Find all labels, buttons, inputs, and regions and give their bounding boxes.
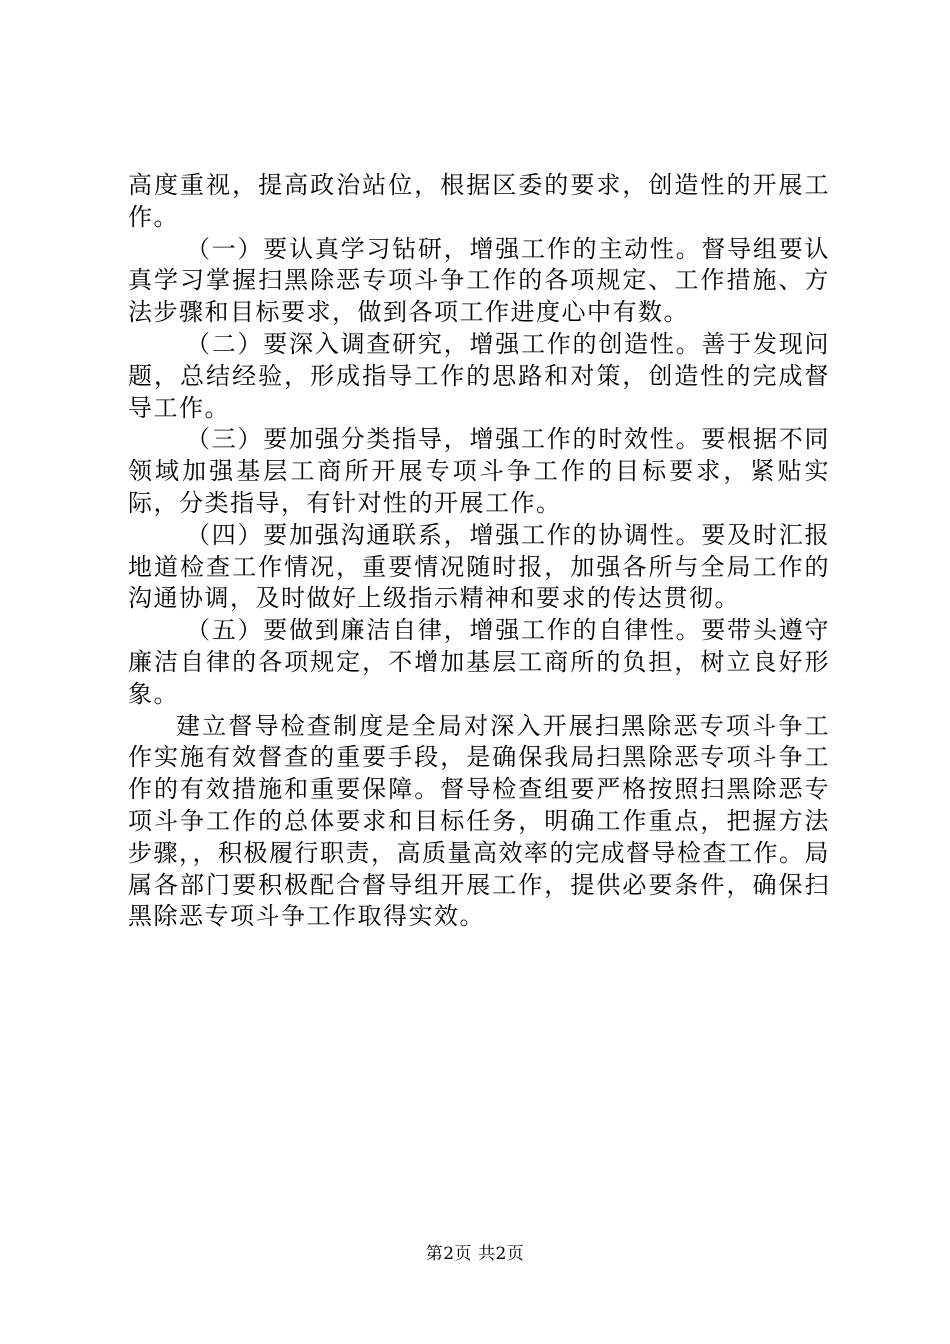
paragraph-conclusion: 建立督导检查制度是全局对深入开展扫黑除恶专项斗争工作实施有效督查的重要手段，是确保我局扫黑除恶专项斗争工作的有效措施和重要保障。督导检查组要严格按照扫黑除恶专项斗争工作的总体要求和目标任务，明确工作重点，把握方法步骤，，积极履行职责，高质量高效率的完成督导检查工作。局属各部门要积极配合督导组开展工作，提供必要条件，确保扫黑除恶专项斗争工作取得实效。 (128, 711, 830, 931)
paragraph-item-5: （五）要做到廉洁自律，增强工作的自律性。要带头遵守廉洁自律的各项规定，不增加基层工商所的负担，树立良好形象。 (128, 616, 830, 708)
paragraph-item-2: （二）要深入调查研究，增强工作的创造性。善于发现问题，总结经验，形成指导工作的思路和对策，创造性的完成督导工作。 (128, 329, 830, 422)
paragraph-item-4: （四）要加强沟通联系，增强工作的协调性。要及时汇报地道检查工作情况，重要情况随时报，加强各所与全局工作的沟通协调，及时做好上级指示精神和要求的传达贯彻。 (128, 520, 830, 613)
paragraph-item-3: （三）要加强分类指导，增强工作的时效性。要根据不同领域加强基层工商所开展专项斗争工作的目标要求，紧贴实际，分类指导，有针对性的开展工作。 (128, 425, 830, 517)
document-body (128, 170, 830, 933)
paragraph-item-1: （一）要认真学习钻研，增强工作的主动性。督导组要认真学习掌握扫黑除恶专项斗争工作的各项规定、工作措施、方法步骤和目标要求，做到各项工作进度心中有数。 (128, 234, 830, 327)
paragraph-continuation: 高度重视，提高政治站位，根据区委的要求，创造性的开展工作。 (128, 171, 830, 231)
page-number-footer: 第2页 共2页 (425, 1244, 525, 1264)
